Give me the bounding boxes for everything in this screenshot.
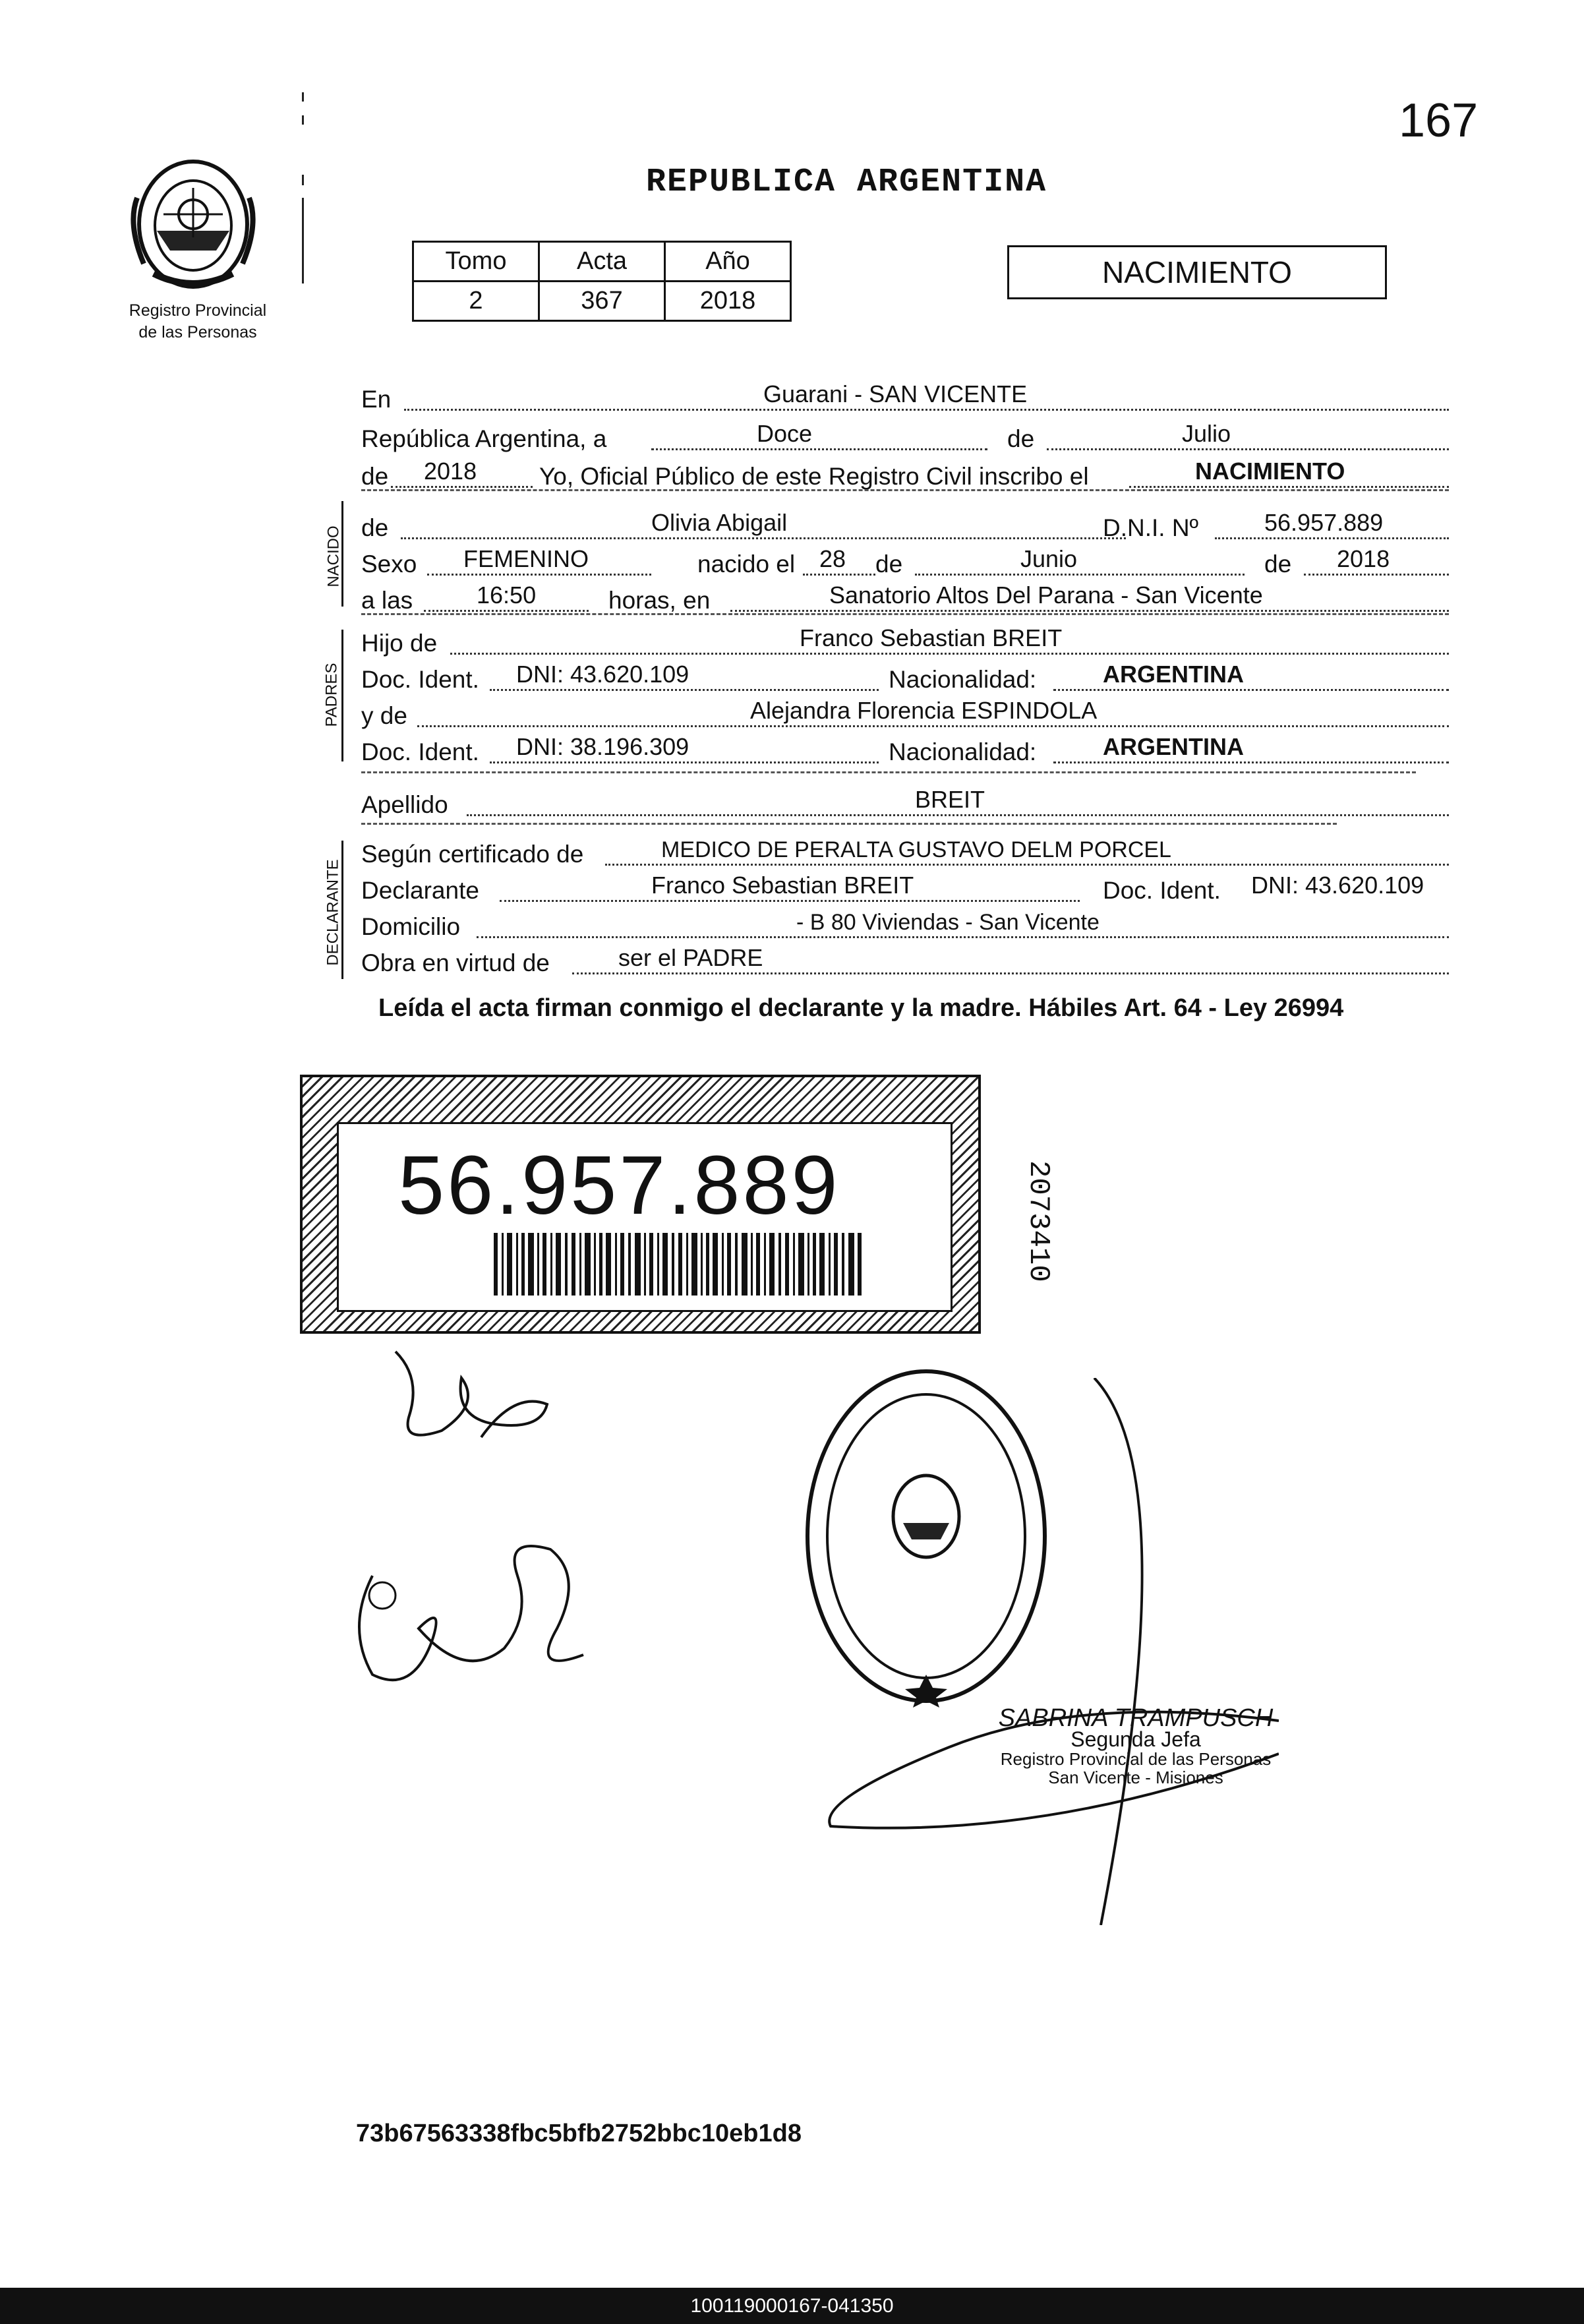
declarante-reason-row: Obra en virtud de ser el PADRE [361, 943, 1449, 981]
declarante-doc: DNI: 43.620.109 [1251, 872, 1424, 899]
document-hash: 73b67563338fbc5bfb2752bbc10eb1d8 [356, 2120, 802, 2147]
act-place: Guarani - SAN VICENTE [763, 380, 1028, 407]
padres-father-row: Hijo de Franco Sebastian BREIT [361, 623, 1449, 661]
margin-tick [302, 92, 304, 102]
nacido-place: Sanatorio Altos Del Parana - San Vicente [829, 581, 1263, 609]
document-type-box: NACIMIENTO [1007, 245, 1387, 299]
table-cell: 2018 [665, 282, 791, 321]
father-name: Franco Sebastian BREIT [800, 624, 1063, 651]
table-cell: 367 [539, 282, 665, 321]
signer-name: SABRINA TRAMPUSCH [998, 1704, 1274, 1732]
declarante-name-row: Declarante Franco Sebastian BREIT Doc. Ident. DNI: 43.620.109 [361, 872, 1424, 904]
margin-tick [302, 175, 304, 185]
registry-name: Registro Provincial de las Personas [129, 301, 267, 342]
barcode-icon [494, 1233, 863, 1296]
country-title: REPUBLICA ARGENTINA [646, 164, 1047, 201]
father-doc: DNI: 43.620.109 [516, 661, 689, 688]
act-year-row: de 2018 Yo, Oficial Público de este Registro Civil inscribo el NACIMIENTO [361, 456, 1449, 494]
dni-number: 56.957.889 [398, 1139, 840, 1232]
declarante-reason: ser el PADRE [618, 944, 763, 971]
signer-title: Segunda Jefa [1071, 1727, 1201, 1751]
nacido-time-row: a las 16:50 horas, en Sanatorio Altos Del Parana - San Vicente [361, 580, 1449, 618]
footer-code: 100119000167-041350 [0, 2288, 1584, 2324]
padres-mother-row: y de Alejandra Florencia ESPINDOLA [361, 696, 1449, 734]
father-nationality: ARGENTINA [1103, 661, 1244, 688]
nacido-sex: FEMENINO [463, 545, 589, 572]
signer-location: San Vicente - Misiones [1048, 1768, 1223, 1787]
tomo-acta-table [412, 241, 792, 322]
act-year: 2018 [424, 458, 477, 485]
closing-text: Leída el acta firman conmigo el declarante y la madre. Hábiles Art. 64 - Ley 26994 [378, 994, 1344, 1022]
table-header: Tomo [413, 242, 539, 282]
registry-seal-icon [801, 1365, 1051, 1708]
nacido-time: 16:50 [477, 581, 537, 609]
mother-signature [333, 1523, 616, 1694]
nacido-day: 28 [819, 545, 846, 572]
nacido-year: 2018 [1337, 545, 1390, 572]
side-code: 2073410 [1022, 1160, 1055, 1282]
dni-label-sticker [300, 1075, 981, 1334]
declarant-signature [382, 1338, 560, 1457]
mother-doc: DNI: 38.196.309 [516, 733, 689, 760]
provincia-de-misiones-emblem-icon [117, 152, 269, 297]
act-place-row: En Guarani - SAN VICENTE [361, 379, 1449, 417]
nacido-month: Junio [1020, 545, 1078, 572]
act-event: NACIMIENTO [1195, 458, 1345, 485]
declarante-address-row: Domicilio - B 80 Viviendas - San Vicente [361, 907, 1449, 945]
margin-tick [302, 198, 304, 283]
section-label-nacido: NACIDO [324, 525, 343, 587]
table-header: Acta [539, 242, 665, 282]
declarante-cert-row: Según certificado de MEDICO DE PERALTA GUSTAVO DELM PORCEL [361, 834, 1449, 872]
section-label-declarante: DECLARANTE [324, 859, 342, 966]
section-label-padres: PADRES [322, 663, 341, 727]
table-cell: 2 [413, 282, 539, 321]
declarante-cert: MEDICO DE PERALTA GUSTAVO DELM PORCEL [661, 837, 1171, 862]
page-number: 167 [1399, 94, 1479, 147]
signer-org: Registro Provincial de las Personas [1000, 1749, 1272, 1769]
nacido-name-row: de Olivia Abigail D.N.I. Nº 56.957.889 [361, 508, 1449, 546]
nacido-dni: 56.957.889 [1264, 509, 1384, 536]
table-header: Año [665, 242, 791, 282]
apellido-row: Apellido BREIT [361, 785, 1449, 823]
padres-mother-doc-row: Doc. Ident. DNI: 38.196.309 Nacionalidad: ARGENTINA [361, 732, 1449, 770]
act-day: Doce [757, 420, 813, 447]
nacido-sex-row: Sexo FEMENINO nacido el 28 de Junio de 2018 [361, 544, 1449, 582]
declarante-name: Franco Sebastian BREIT [651, 872, 914, 899]
mother-name: Alejandra Florencia ESPINDOLA [750, 697, 1098, 724]
mother-nationality: ARGENTINA [1103, 733, 1244, 760]
act-month: Julio [1182, 420, 1231, 447]
act-date-row: República Argentina, a Doce de Julio [361, 419, 1449, 457]
declarante-address: - B 80 Viviendas - San Vicente [796, 910, 1100, 935]
apellido-value: BREIT [915, 786, 985, 813]
padres-father-doc-row: Doc. Ident. DNI: 43.620.109 Nacionalidad: ARGENTINA [361, 659, 1449, 698]
margin-tick [302, 115, 304, 125]
signer-block [981, 1704, 1291, 1787]
nacido-name: Olivia Abigail [651, 509, 788, 536]
